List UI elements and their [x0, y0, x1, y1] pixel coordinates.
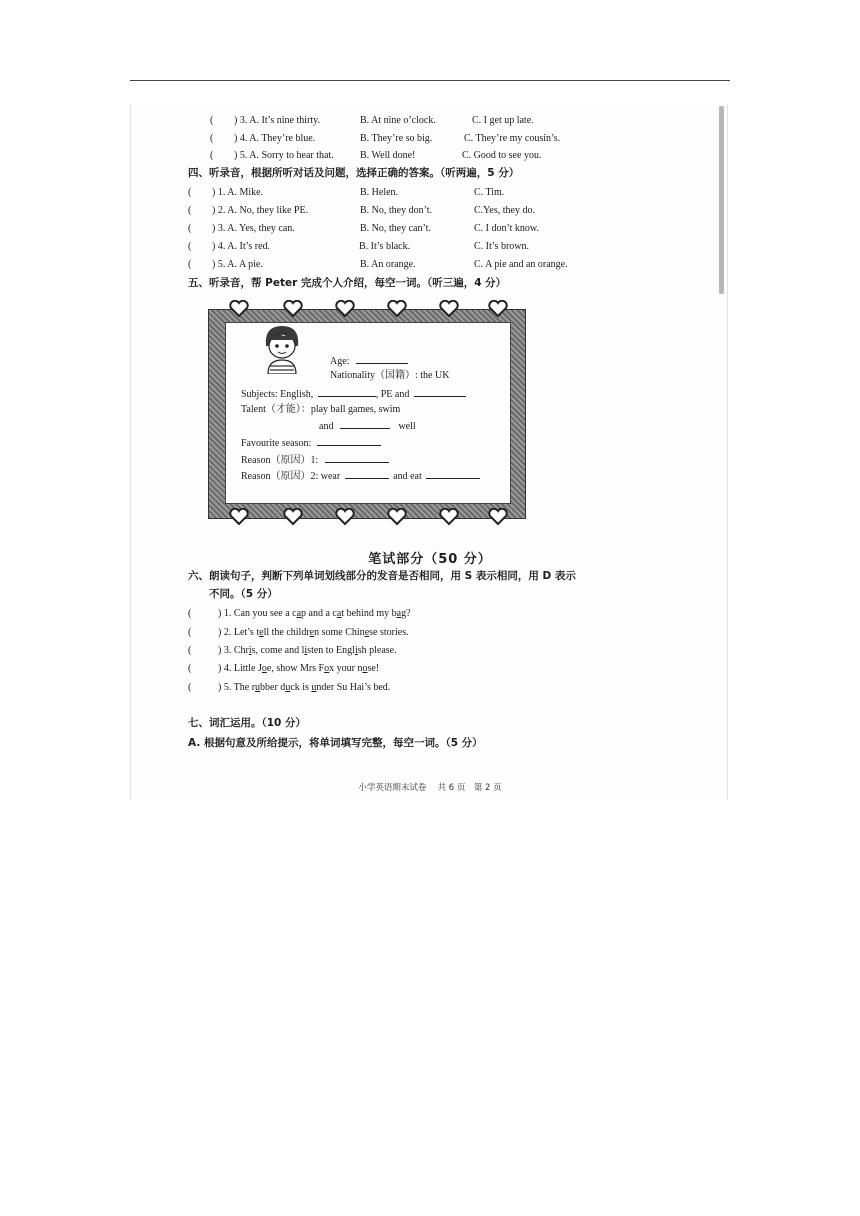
age-field: Age:	[330, 354, 408, 368]
section7-heading: 七、词汇运用。（10 分）	[188, 717, 307, 729]
heart-icon	[228, 300, 250, 318]
answer-paren: (	[188, 645, 192, 656]
talent-field: Talent（才能）：play ball games, swim	[241, 404, 401, 415]
heart-icon	[438, 300, 460, 318]
answer-paren: (	[210, 133, 214, 144]
subjects-field: Subjects: English, , PE and	[241, 387, 466, 401]
boy-illustration	[258, 322, 306, 374]
answer-paren: (	[188, 627, 192, 638]
blank-line[interactable]	[317, 436, 381, 446]
answer-paren: (	[188, 223, 192, 234]
heart-icon	[334, 300, 356, 318]
season-field: Favourite season:	[241, 436, 381, 450]
page-footer: 小学英语期末试卷 共 6 页 第 2 页	[358, 783, 502, 793]
answer-paren: (	[188, 241, 192, 252]
section6-heading: 六、朗读句子，判断下列单词划线部分的发音是否相同，用 S 表示相同，用 D 表示	[188, 570, 576, 582]
blank-line[interactable]	[340, 419, 390, 429]
top-divider	[130, 80, 730, 81]
heart-icon	[386, 300, 408, 318]
reason1-field: Reason（原因）1:	[241, 453, 389, 467]
answer-paren: (	[188, 187, 192, 198]
heart-icon	[487, 300, 509, 318]
blank-line[interactable]	[356, 354, 408, 364]
section7-sub-a: A. 根据句意及所给提示，将单词填写完整，每空一词。（5 分）	[188, 737, 483, 749]
nationality-field: Nationality（国籍）: the UK	[330, 370, 450, 381]
heart-icon	[334, 508, 356, 526]
heart-icon	[487, 508, 509, 526]
scrollbar-thumb[interactable]	[719, 106, 724, 294]
reason2-field: Reason（原因）2: wear and eat	[241, 469, 480, 483]
blank-line[interactable]	[414, 387, 466, 397]
blank-line[interactable]	[318, 387, 376, 397]
answer-paren: (	[210, 115, 214, 126]
written-part-title: 笔试部分（50 分）	[368, 552, 492, 567]
blank-line[interactable]	[426, 469, 480, 479]
answer-paren: (	[210, 150, 214, 161]
answer-paren: (	[188, 259, 192, 270]
section5-heading: 五、听录音，帮 Peter 完成个人介绍，每空一词。（听三遍，4 分）	[188, 277, 507, 289]
heart-icon	[282, 508, 304, 526]
heart-icon	[228, 508, 250, 526]
answer-paren: (	[188, 682, 192, 693]
heart-icon	[438, 508, 460, 526]
section4-heading: 四、听录音，根据所听对话及问题，选择正确的答案。（听两遍，5 分）	[188, 167, 520, 179]
answer-paren: (	[188, 608, 192, 619]
answer-paren: (	[188, 205, 192, 216]
blank-line[interactable]	[325, 453, 389, 463]
blank-line[interactable]	[345, 469, 389, 479]
heart-icon	[282, 300, 304, 318]
answer-paren: (	[188, 663, 192, 674]
talent-field-2: and well	[319, 421, 416, 432]
heart-icon	[386, 508, 408, 526]
section6-heading-2: 不同。（5 分）	[209, 588, 278, 600]
